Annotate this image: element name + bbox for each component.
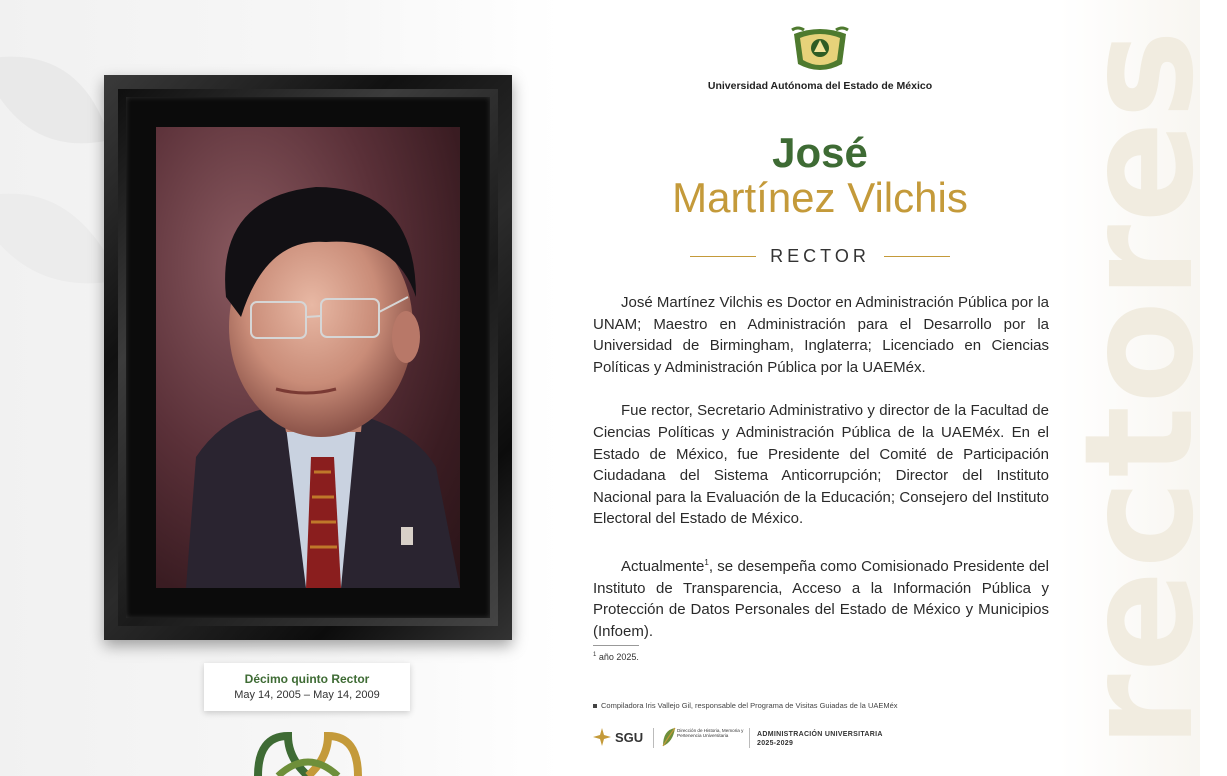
role-divider bbox=[690, 244, 950, 268]
direccion-label: Dirección de Historia, Memoria y Pertenencia Universitaria bbox=[677, 728, 744, 739]
bio-paragraph-2: Fue rector, Secretario Administrativo y director de la Facultad de Ciencias Políticas y Administración Pública de la UAEMéx. En el Estado de México, fue Presidente del Comité de Participación Ciudadana del Sistema Anticorrupción; Director del Instituto Nacional para la Evaluación de la Educación; Consejero del Instituto Electoral del Estado de México. bbox=[593, 402, 1049, 528]
rectores-watermark: rectores bbox=[1053, 27, 1227, 749]
administracion-label bbox=[757, 730, 883, 748]
first-name-heading: José bbox=[772, 129, 868, 176]
role-label: RECTOR bbox=[770, 246, 870, 266]
bio-p3-start: Actualmente bbox=[621, 557, 705, 575]
biography bbox=[593, 292, 1049, 664]
footnote-rule bbox=[593, 645, 639, 646]
bullet-square-icon bbox=[593, 704, 597, 708]
logo-separator bbox=[749, 728, 750, 748]
portrait-frame bbox=[104, 75, 512, 640]
portrait-photo bbox=[156, 127, 460, 588]
university-name: Universidad Autónoma del Estado de México bbox=[707, 80, 933, 92]
footnote-text: año 2025. bbox=[596, 652, 639, 662]
administracion-line2: 2025-2029 bbox=[757, 740, 794, 747]
caption-dates: May 14, 2005 – May 14, 2009 bbox=[234, 689, 380, 701]
bio-paragraph-1: José Martínez Vilchis es Doctor en Administración Pública por la UNAM; Maestro en Administración para el Desarrollo por la Universidad de Birmingham, Inglaterra; Licenciado en Ciencias Políticas y Administración Pública por la UAEMéx. bbox=[593, 294, 1049, 376]
bio-paragraph-3 bbox=[593, 552, 1049, 642]
administracion-line1: ADMINISTRACIÓN UNIVERSITARIA bbox=[757, 731, 883, 738]
sgu-star-icon bbox=[593, 728, 611, 746]
direccion-leaf-icon bbox=[661, 726, 677, 748]
footnote-mark: 1 bbox=[593, 652, 597, 658]
divider-line-right bbox=[884, 256, 950, 257]
bio-p3-rest: , se desempeña como Comisionado Presidente del Instituto de Transparencia, Acceso a la Información Pública y Protección de Datos Personales del Estado de México y Municipios (Infoem). bbox=[593, 557, 1049, 640]
footnote-ref: 1 bbox=[704, 557, 709, 567]
footnote bbox=[593, 652, 639, 662]
rector-caption-card bbox=[204, 663, 410, 711]
compiler-credit bbox=[593, 701, 898, 710]
logo-separator bbox=[653, 728, 654, 748]
last-name-heading: Martínez Vilchis bbox=[672, 174, 968, 221]
sgu-label: SGU bbox=[615, 730, 644, 745]
uaemex-emblem-icon bbox=[248, 728, 368, 776]
caption-title: Décimo quinto Rector bbox=[244, 672, 370, 686]
divider-line-left bbox=[690, 256, 756, 257]
footer-logos bbox=[593, 726, 913, 750]
university-crest-icon bbox=[790, 24, 850, 76]
compiler-text: Compiladora Iris Vallejo Gil, responsable del Programa de Visitas Guiadas de la UAEMéx bbox=[601, 701, 898, 710]
